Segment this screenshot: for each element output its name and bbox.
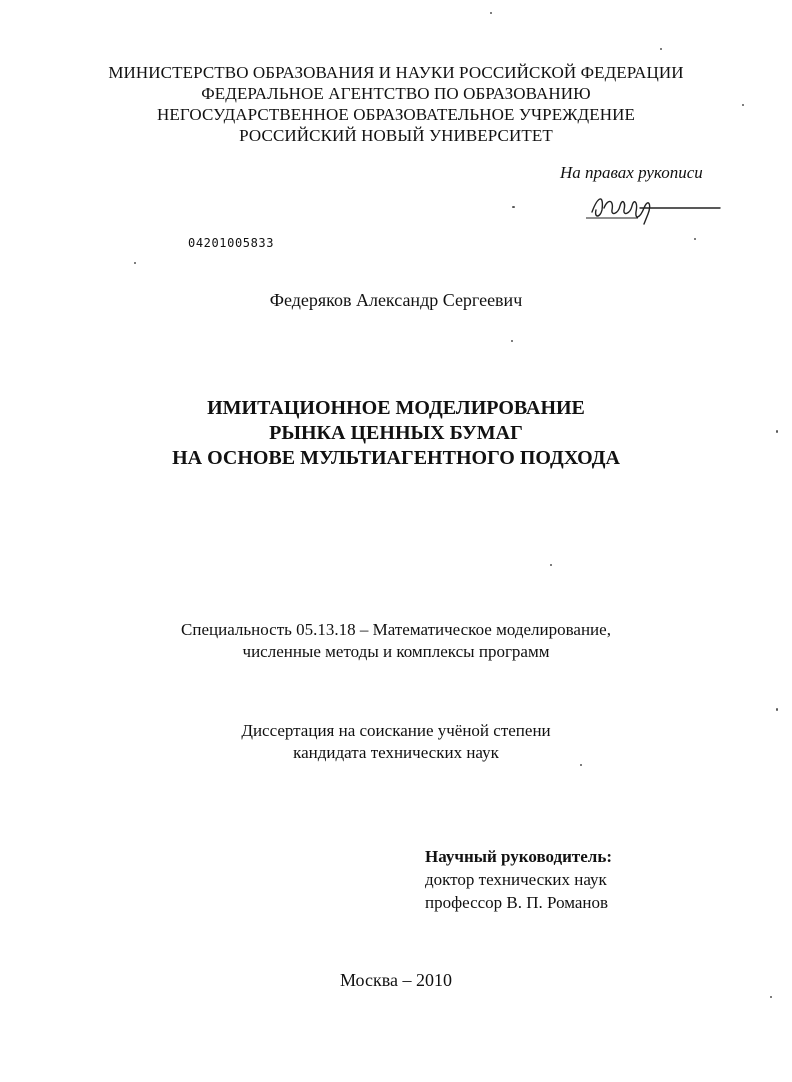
catalog-number: 04201005833 (188, 236, 275, 250)
handwritten-signature (578, 188, 728, 228)
author-name: Федеряков Александр Сергеевич (269, 290, 523, 310)
scan-speck (512, 206, 515, 208)
title-line-2: РЫНКА ЦЕННЫХ БУМАГ (269, 422, 523, 444)
agency-line: ФЕДЕРАЛЬНОЕ АГЕНТСТВО ПО ОБРАЗОВАНИЮ (201, 84, 591, 103)
manuscript-rights-note: На правах рукописи (560, 163, 703, 182)
scan-speck (550, 564, 552, 566)
scan-speck (511, 340, 513, 342)
title-line-1: ИМИТАЦИОННОЕ МОДЕЛИРОВАНИЕ (207, 397, 585, 419)
supervisor-rank: доктор технических наук (425, 870, 607, 889)
supervisor-block (425, 845, 612, 914)
scan-speck (490, 12, 492, 14)
supervisor-name: профессор В. П. Романов (425, 893, 609, 912)
supervisor-label: Научный руководитель: (425, 847, 612, 866)
scan-speck (742, 104, 744, 106)
title-line-3: НА ОСНОВЕ МУЛЬТИАГЕНТНОГО ПОДХОДА (172, 447, 620, 469)
scan-speck (770, 996, 772, 998)
dissertation-title (0, 396, 792, 471)
specialty-block (0, 619, 792, 663)
scan-speck (134, 262, 136, 264)
scan-speck (694, 238, 696, 240)
degree-line-2: кандидата технических наук (293, 743, 499, 762)
scan-speck (776, 430, 778, 433)
scan-speck (776, 708, 778, 711)
institution-header (0, 62, 792, 146)
city-year: Москва – 2010 (340, 970, 452, 990)
degree-line-1: Диссертация на соискание учёной степени (241, 721, 551, 740)
scan-speck (660, 48, 662, 50)
specialty-line-1: Специальность 05.13.18 – Математическое моделирование, (181, 620, 611, 639)
scan-speck (580, 764, 582, 766)
specialty-line-2: численные методы и комплексы программ (242, 642, 550, 661)
degree-block (0, 720, 792, 764)
university-line: РОССИЙСКИЙ НОВЫЙ УНИВЕРСИТЕТ (239, 126, 553, 145)
institution-type-line: НЕГОСУДАРСТВЕННОЕ ОБРАЗОВАТЕЛЬНОЕ УЧРЕЖДЕНИЕ (157, 105, 635, 124)
ministry-line: МИНИСТЕРСТВО ОБРАЗОВАНИЯ И НАУКИ РОССИЙСКОЙ ФЕДЕРАЦИИ (108, 63, 684, 82)
